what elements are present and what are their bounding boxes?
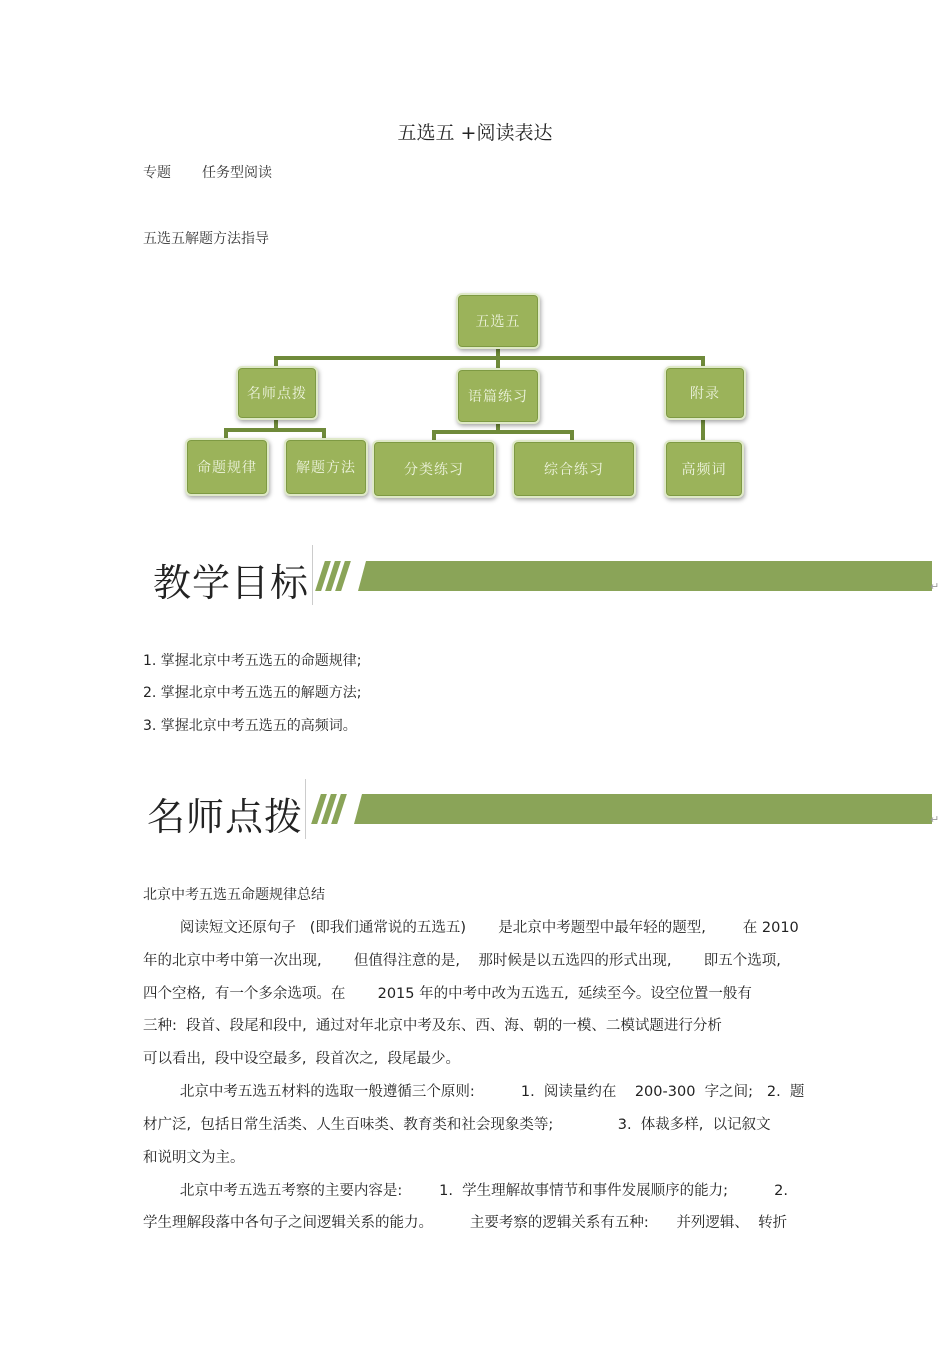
org-node-root: 五选五	[456, 293, 540, 349]
summary-heading: 北京中考五选五命题规律总结	[143, 887, 325, 903]
org-node-level2: 综合练习	[512, 440, 636, 498]
org-node-level2: 高频词	[664, 440, 744, 498]
document-title: 五选五 +阅读表达	[397, 122, 553, 144]
section-bar	[354, 794, 932, 824]
method-heading: 五选五解题方法指导	[143, 231, 269, 247]
org-node-level1: 语篇练习	[456, 368, 540, 424]
paragraph-line: 四个空格, 有一个多余选项。在 2015 年的中考中改为五选五, 延续至今。设空位置一般有	[143, 986, 752, 1002]
org-node-level2: 分类练习	[372, 440, 496, 498]
paragraph-line: 北京中考五选五考察的主要内容是: 1. 学生理解故事情节和事件发展顺序的能力; 2.	[143, 1183, 788, 1199]
paragraph-line: 可以看出, 段中设空最多, 段首次之, 段尾最少。	[143, 1051, 460, 1067]
paragraph-line: 年的北京中考中第一次出现, 但值得注意的是, 那时候是以五选四的形式出现, 即五个选项,	[143, 953, 781, 969]
paragraph-line: 学生理解段落中各句子之间逻辑关系的能力。 主要考察的逻辑关系有五种: 并列逻辑、 转折	[143, 1215, 788, 1231]
org-node-level1: 名师点拨	[236, 366, 318, 420]
section-title: 教学目标	[153, 561, 310, 605]
paragraph-line: 北京中考五选五材料的选取一般遵循三个原则: 1. 阅读量约在 200-300 字之间; 2. 题	[143, 1084, 805, 1100]
goal-item: 3. 掌握北京中考五选五的高频词。	[143, 718, 357, 734]
goal-item: 1. 掌握北京中考五选五的命题规律;	[143, 653, 362, 669]
section-title: 名师点拨	[147, 795, 304, 839]
section-divider	[305, 779, 306, 839]
paragraph-line: 阅读短文还原句子 (即我们通常说的五选五) 是北京中考题型中最年轻的题型, 在 2010	[143, 920, 799, 936]
paragraph-line: 和说明文为主。	[143, 1150, 245, 1166]
org-node-level2: 解题方法	[284, 438, 368, 496]
connector-line	[224, 428, 326, 432]
return-mark: ↵	[930, 580, 940, 593]
connector-line	[432, 430, 574, 434]
topic-label: 专题	[143, 165, 171, 181]
return-mark: ↵	[930, 813, 940, 826]
paragraph-line: 材广泛, 包括日常生活类、人生百味类、教育类和社会现象类等; 3. 体裁多样, 以记叙文	[143, 1117, 771, 1133]
section-bar	[358, 561, 932, 591]
paragraph-line: 三种: 段首、段尾和段中, 通过对年北京中考及东、西、海、朝的一模、二模试题进行分析	[143, 1018, 722, 1034]
org-node-level2: 命题规律	[185, 438, 269, 496]
connector-line	[274, 356, 704, 360]
connector-line	[496, 356, 500, 368]
goal-item: 2. 掌握北京中考五选五的解题方法;	[143, 685, 362, 701]
section-divider	[312, 545, 313, 605]
org-node-level1: 附录	[664, 366, 746, 420]
topic-value: 任务型阅读	[202, 165, 272, 181]
